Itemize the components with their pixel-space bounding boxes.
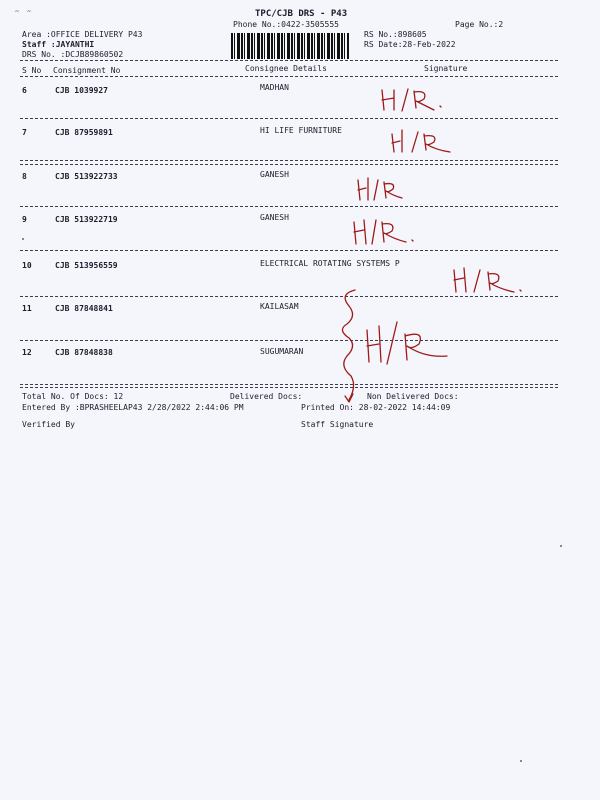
area-label: Area :OFFICE DELIVERY P43 [22,30,143,39]
drs-number: DRS No. :DCJB89860502 [22,50,124,59]
non-delivered-docs: Non Delivered Docs: [367,392,459,401]
handwritten-signature [356,176,416,202]
row-consignment: CJB 87848841 [55,304,113,313]
row-divider [20,384,558,385]
rs-date: RS Date:28-Feb-2022 [364,40,456,49]
row-sno: 7 [22,128,27,137]
handwritten-signature [380,86,470,112]
row-consignment: CJB 87959891 [55,128,113,137]
row-divider [20,250,558,251]
phone-number: Phone No.:0422-3505555 [233,20,339,29]
header-divider-top [20,60,558,61]
row-consignee: SUGUMARAN [260,347,304,356]
row-divider [20,387,558,388]
row-divider [20,206,558,207]
row-sno: 6 [22,86,27,95]
row-consignment: CJB 513922719 [55,215,118,224]
document-title: TPC/CJB DRS - P43 [255,9,348,19]
printed-on: Printed On: 28-02-2022 14:44:09 [301,403,451,412]
row-sno: 10 [22,261,32,270]
row-sno: 8 [22,172,27,181]
handwritten-signature [390,128,470,154]
row-consignment: CJB 513956559 [55,261,118,270]
rs-number: RS No.:898605 [364,30,427,39]
column-header-consignee: Consignee Details [245,64,327,73]
verified-by: Verified By [22,420,75,429]
column-header-sno: S No [22,66,42,75]
row-consignee: HI LIFE FURNITURE [260,126,342,135]
row-divider [20,118,558,119]
scan-mark: ˜ ˜ [14,10,33,21]
row-consignee: GANESH [260,213,289,222]
row-divider [20,164,558,165]
handwritten-signature [335,286,475,406]
scan-speck [560,545,562,547]
row-sno: 9 [22,215,27,224]
row-consignment: CJB 87848838 [55,348,113,357]
row-consignment: CJB 1039927 [55,86,108,95]
row-consignee: ELECTRICAL ROTATING SYSTEMS P [260,259,400,268]
staff-label: Staff :JAYANTHI [22,40,95,49]
column-header-consignment: Consignment No [53,66,121,75]
total-docs: Total No. Of Docs: 12 [22,392,124,401]
handwritten-signature [352,216,432,246]
row-consignment: CJB 513922733 [55,172,118,181]
row-sno: 11 [22,304,32,313]
delivered-docs: Delivered Docs: [230,392,303,401]
entered-by: Entered By :BPRASHEELAP43 2/28/2022 2:44:06 PM [22,403,244,412]
row-consignee: MADHAN [260,83,289,92]
header-divider-bottom [20,76,558,77]
scan-speck [520,760,522,762]
barcode [231,33,349,59]
row-divider [20,296,558,297]
column-header-signature: Signature [424,64,468,73]
row-consignee: KAILASAM [260,302,299,311]
row-consignee: GANESH [260,170,289,179]
page-number: Page No.:2 [455,20,504,29]
row-divider [20,340,558,341]
row-sno: 12 [22,348,32,357]
row-divider [20,160,558,161]
staff-signature-label: Staff Signature [301,420,374,429]
scan-speck [22,238,24,240]
